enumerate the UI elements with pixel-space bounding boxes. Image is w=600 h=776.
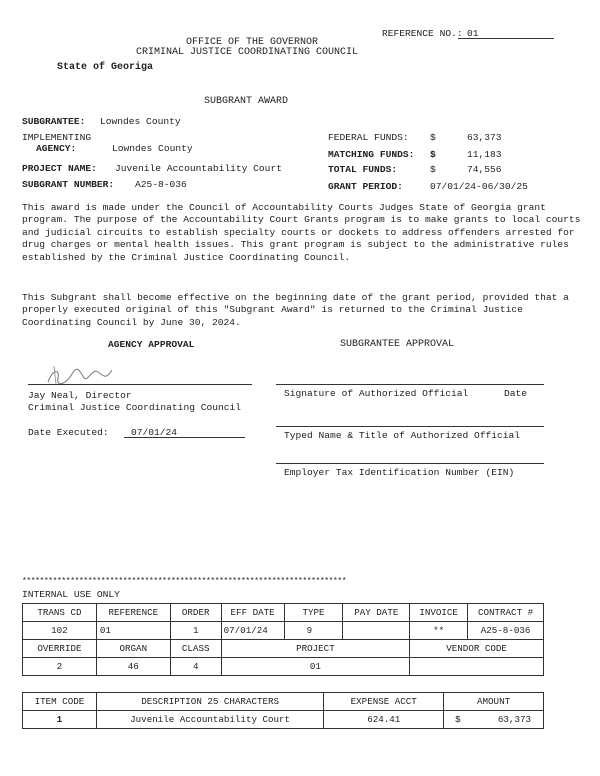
total-funds-value: 74,556 xyxy=(467,164,502,175)
total-funds-currency: $ xyxy=(430,164,436,175)
director-name: Jay Neal, Director xyxy=(28,390,132,401)
header-invoice: INVOICE xyxy=(410,604,468,622)
agency-value: Lowndes County xyxy=(112,143,193,154)
header-type: TYPE xyxy=(284,604,343,622)
date-executed-value: 07/01/24 xyxy=(131,427,178,438)
internal-stars-divider: ************************************************************************** xyxy=(22,577,347,586)
cell-description: Juvenile Accountability Court xyxy=(96,711,324,729)
header-order: ORDER xyxy=(170,604,221,622)
project-name-label: PROJECT NAME: xyxy=(22,163,97,174)
state-name: State of Georiga xyxy=(57,62,154,73)
header-expense-acct: EXPENSE ACCT xyxy=(324,693,444,711)
matching-funds-value: 11,183 xyxy=(467,149,502,160)
table-row xyxy=(23,658,544,676)
grant-period-value: 07/01/24-06/30/25 xyxy=(430,181,528,192)
cell-class: 4 xyxy=(170,658,221,676)
header-class: CLASS xyxy=(170,640,221,658)
cell-project: 01 xyxy=(221,658,410,676)
cell-expense-acct: 624.41 xyxy=(324,711,444,729)
project-name-value: Juvenile Accountability Court xyxy=(115,163,282,174)
effective-date-paragraph: This Subgrant shall become effective on the beginning date of the grant period, provided that a properly executed original of this "Subgrant Award" is returned to the Criminal Justice Coordinating Council by June 30, 2024. xyxy=(22,292,569,328)
award-title: SUBGRANT AWARD xyxy=(204,96,289,107)
cell-amount-value: 63,373 xyxy=(472,711,544,729)
cell-amount-currency: $ xyxy=(444,711,472,729)
official-signature-line[interactable] xyxy=(276,384,544,385)
reference-value: 01 xyxy=(467,28,479,39)
cell-type: 9 xyxy=(284,622,343,640)
federal-funds-value: 63,373 xyxy=(467,132,502,143)
subgrantee-value: Lowndes County xyxy=(100,116,181,127)
header-trans-cd: TRANS CD xyxy=(23,604,97,622)
typed-name-line[interactable] xyxy=(276,426,544,427)
ein-line[interactable] xyxy=(276,463,544,464)
official-signature-label: Signature of Authorized Official xyxy=(284,388,469,399)
cell-item-code: 1 xyxy=(23,711,97,729)
typed-name-label: Typed Name & Title of Authorized Official xyxy=(284,430,521,441)
director-signature xyxy=(42,360,122,390)
official-date-label: Date xyxy=(504,388,528,399)
cell-invoice: ** xyxy=(410,622,468,640)
header-reference: REFERENCE xyxy=(96,604,170,622)
cell-eff-date: 07/01/24 xyxy=(221,622,284,640)
header-description: DESCRIPTION 25 CHARACTERS xyxy=(96,693,324,711)
cell-reference: 01 xyxy=(96,622,170,640)
director-signature-line xyxy=(28,384,252,385)
subgrant-number-label: SUBGRANT NUMBER: xyxy=(22,179,115,190)
table-header-row xyxy=(23,693,544,711)
date-executed-label: Date Executed: xyxy=(28,427,109,438)
reference-underline xyxy=(458,38,554,39)
accounting-table xyxy=(22,603,544,676)
council-title: CRIMINAL JUSTICE COORDINATING COUNCIL xyxy=(136,47,359,58)
cell-organ: 46 xyxy=(96,658,170,676)
header-vendor-code: VENDOR CODE xyxy=(410,640,544,658)
subgrantee-approval-heading: SUBGRANTEE APPROVAL xyxy=(340,339,455,350)
matching-funds-label: MATCHING FUNDS: xyxy=(328,149,415,160)
header-eff-date: EFF DATE xyxy=(221,604,284,622)
cell-vendor-code xyxy=(410,658,544,676)
federal-funds-currency: $ xyxy=(430,132,436,143)
office-title: OFFICE OF THE GOVERNOR xyxy=(186,37,319,48)
subgrantee-label: SUBGRANTEE: xyxy=(22,116,86,127)
agency-label: AGENCY: xyxy=(36,143,77,154)
header-override: OVERRIDE xyxy=(23,640,97,658)
header-amount: AMOUNT xyxy=(444,693,544,711)
cell-order: 1 xyxy=(170,622,221,640)
cell-pay-date xyxy=(343,622,410,640)
table-header-row xyxy=(23,604,544,622)
internal-use-label: INTERNAL USE ONLY xyxy=(22,589,120,600)
agency-approval-heading: AGENCY APPROVAL xyxy=(108,339,195,350)
cell-override: 2 xyxy=(23,658,97,676)
header-project: PROJECT xyxy=(221,640,410,658)
date-executed-line xyxy=(124,437,245,438)
implementing-label: IMPLEMENTING xyxy=(22,132,92,143)
header-contract: CONTRACT # xyxy=(468,604,544,622)
reference-label: REFERENCE NO.: xyxy=(382,28,463,39)
federal-funds-label: FEDERAL FUNDS: xyxy=(328,132,409,143)
table-row xyxy=(23,622,544,640)
table-header-row xyxy=(23,640,544,658)
matching-funds-currency: $ xyxy=(430,149,436,160)
subgrant-number-value: A25-8-036 xyxy=(135,179,187,190)
header-organ: ORGAN xyxy=(96,640,170,658)
table-row xyxy=(23,711,544,729)
total-funds-label: TOTAL FUNDS: xyxy=(328,164,398,175)
director-org: Criminal Justice Coordinating Council xyxy=(28,402,242,413)
expense-table xyxy=(22,692,544,729)
grant-period-label: GRANT PERIOD: xyxy=(328,181,403,192)
cell-trans-cd: 102 xyxy=(23,622,97,640)
cell-contract: A25-8-036 xyxy=(468,622,544,640)
ein-label: Employer Tax Identification Number (EIN) xyxy=(284,467,515,478)
header-pay-date: PAY DATE xyxy=(343,604,410,622)
header-item-code: ITEM CODE xyxy=(23,693,97,711)
award-description-paragraph: This award is made under the Council of Accountability Courts Judges State of Georgia grant program. The purpose of the Accountability Court Grants program is to make grants to local courts and judicial circuits to establish specialty courts or dockets to address offenders arrested for drug charges or mental health issues. This grant program is subject to the administrative rules established by the Criminal Justice Coordinating Council. xyxy=(22,202,581,263)
